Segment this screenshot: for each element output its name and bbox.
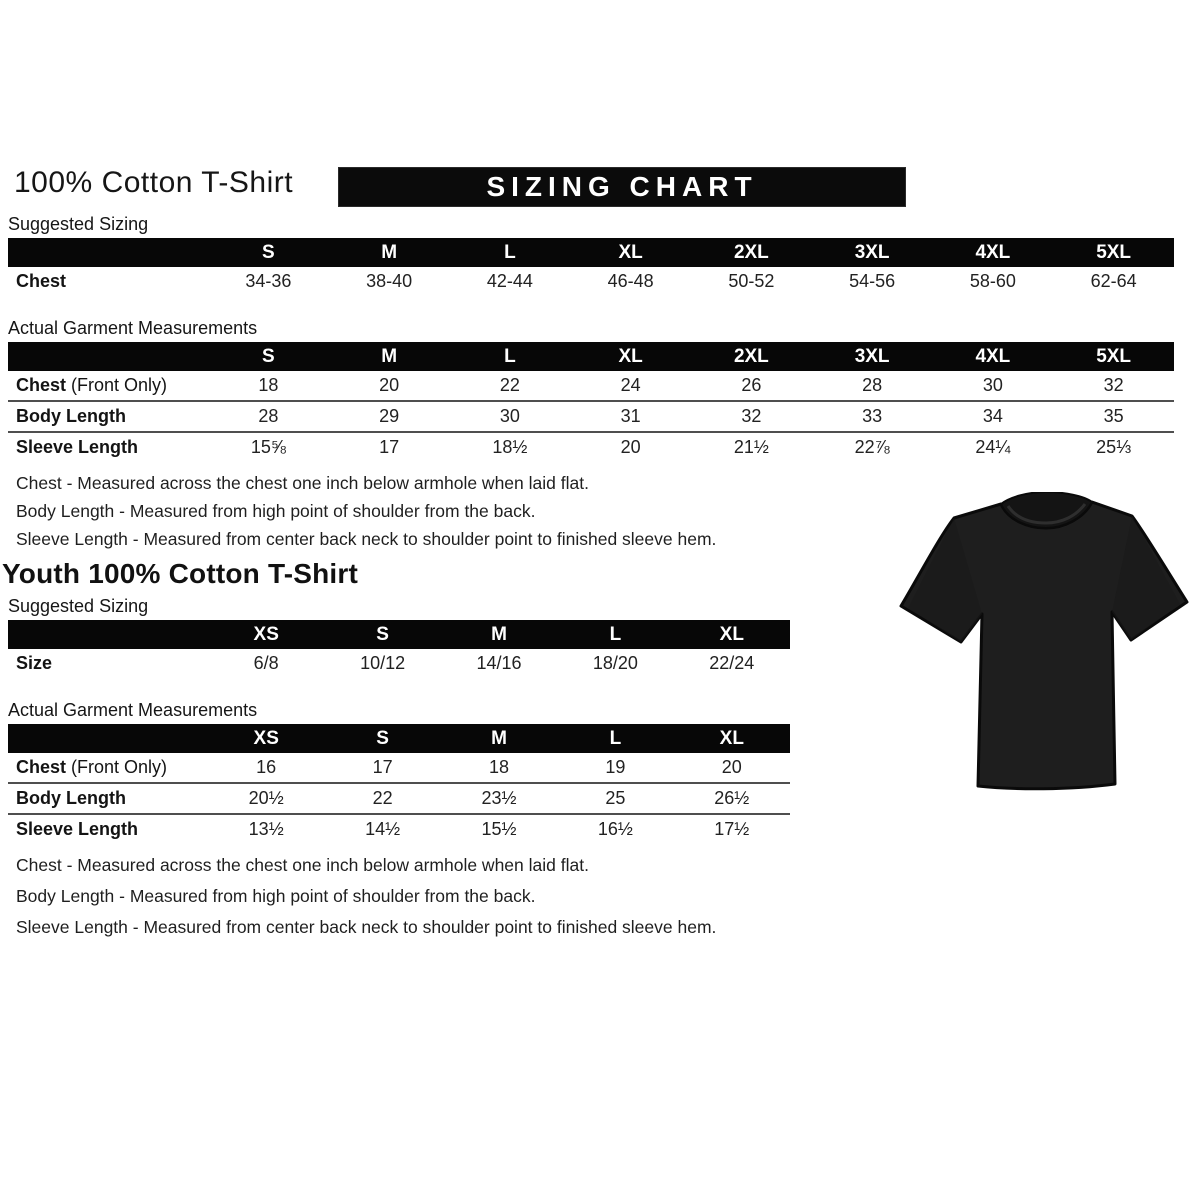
measurement-value: 16 <box>208 753 324 783</box>
note-body-length: Body Length - Measured from high point of shoulder from the back. <box>16 886 536 906</box>
measurement-value: 14/16 <box>441 649 557 678</box>
size-column-header: 3XL <box>812 238 933 267</box>
measurement-row <box>8 432 1174 462</box>
measurement-value: 6/8 <box>208 649 324 678</box>
size-column-header: 5XL <box>1053 238 1174 267</box>
measurement-value: 20½ <box>208 783 324 814</box>
measurement-value: 25⅓ <box>1053 432 1174 462</box>
measurement-value: 32 <box>1053 371 1174 401</box>
adult-actual-measurements-table <box>8 342 1174 462</box>
measurement-value: 15⅝ <box>208 432 329 462</box>
measurement-row <box>8 371 1174 401</box>
measurement-value: 38-40 <box>329 267 450 296</box>
measurement-value: 22/24 <box>674 649 790 678</box>
measurement-value: 20 <box>674 753 790 783</box>
adult-suggested-sizing-label: Suggested Sizing <box>8 214 149 234</box>
measurement-value: 30 <box>933 371 1054 401</box>
measurement-value: 10/12 <box>324 649 440 678</box>
size-header-spacer <box>8 724 208 753</box>
measurement-value: 26½ <box>674 783 790 814</box>
size-column-header: M <box>329 238 450 267</box>
size-column-header: 4XL <box>933 238 1054 267</box>
page-title: 100% Cotton T-Shirt <box>14 166 294 199</box>
size-column-header: XL <box>570 342 691 371</box>
measurement-value: 35 <box>1053 401 1174 432</box>
tshirt-image <box>898 492 1190 802</box>
measurement-value: 22 <box>450 371 571 401</box>
note-sleeve-length: Sleeve Length - Measured from center back neck to shoulder point to finished sleeve hem. <box>16 917 717 937</box>
measurement-value: 23½ <box>441 783 557 814</box>
size-header-spacer <box>8 238 208 267</box>
measurement-value: 50-52 <box>691 267 812 296</box>
measurement-value: 58-60 <box>933 267 1054 296</box>
sizing-chart-banner <box>338 167 906 207</box>
size-column-header: S <box>324 724 440 753</box>
note-chest: Chest - Measured across the chest one inch below armhole when laid flat. <box>16 855 589 875</box>
measurement-value: 28 <box>208 401 329 432</box>
measurement-value: 28 <box>812 371 933 401</box>
measurement-value: 30 <box>450 401 571 432</box>
measurement-row-label: Chest (Front Only) <box>8 371 208 401</box>
measurement-value: 18 <box>208 371 329 401</box>
measurement-value: 20 <box>570 432 691 462</box>
measurement-row-label: Chest (Front Only) <box>8 753 208 783</box>
youth-measurement-notes <box>8 856 1174 937</box>
measurement-value: 20 <box>329 371 450 401</box>
measurement-value: 16½ <box>557 814 673 844</box>
measurement-value: 32 <box>691 401 812 432</box>
youth-section-title: Youth 100% Cotton T-Shirt <box>2 558 359 589</box>
sizing-chart-banner-text: SIZING CHART <box>486 171 758 202</box>
measurement-row <box>8 783 790 814</box>
size-column-header: XL <box>570 238 691 267</box>
size-column-header: 4XL <box>933 342 1054 371</box>
measurement-value: 26 <box>691 371 812 401</box>
note-body-length: Body Length - Measured from high point of shoulder from the back. <box>16 501 536 521</box>
size-column-header: M <box>441 620 557 649</box>
measurement-value: 33 <box>812 401 933 432</box>
measurement-value: 46-48 <box>570 267 691 296</box>
size-column-header: M <box>441 724 557 753</box>
size-column-header: XS <box>208 724 324 753</box>
measurement-value: 34 <box>933 401 1054 432</box>
adult-actual-measurements-label: Actual Garment Measurements <box>8 318 258 338</box>
measurement-value: 18 <box>441 753 557 783</box>
measurement-row <box>8 814 790 844</box>
measurement-value: 24¼ <box>933 432 1054 462</box>
measurement-value: 15½ <box>441 814 557 844</box>
size-header-row <box>8 620 790 649</box>
note-sleeve-length: Sleeve Length - Measured from center back neck to shoulder point to finished sleeve hem. <box>16 529 717 549</box>
measurement-value: 21½ <box>691 432 812 462</box>
measurement-row <box>8 753 790 783</box>
measurement-value: 19 <box>557 753 673 783</box>
size-header-spacer <box>8 620 208 649</box>
size-column-header: XL <box>674 620 790 649</box>
measurement-value: 62-64 <box>1053 267 1174 296</box>
note-chest: Chest - Measured across the chest one inch below armhole when laid flat. <box>16 473 589 493</box>
measurement-value: 34-36 <box>208 267 329 296</box>
measurement-row-label: Size <box>8 649 208 678</box>
size-column-header: S <box>208 238 329 267</box>
measurement-value: 22⅞ <box>812 432 933 462</box>
size-column-header: 5XL <box>1053 342 1174 371</box>
size-column-header: 2XL <box>691 342 812 371</box>
size-header-row <box>8 724 790 753</box>
measurement-row-label: Chest <box>8 267 208 296</box>
measurement-value: 22 <box>324 783 440 814</box>
measurement-row <box>8 649 790 678</box>
measurement-row-label: Sleeve Length <box>8 432 208 462</box>
size-column-header: S <box>324 620 440 649</box>
measurement-value: 42-44 <box>450 267 571 296</box>
page-header <box>8 166 1174 208</box>
measurement-row-label: Sleeve Length <box>8 814 208 844</box>
measurement-row-label: Body Length <box>8 401 208 432</box>
youth-actual-measurements-label: Actual Garment Measurements <box>8 700 258 720</box>
size-header-row <box>8 342 1174 371</box>
youth-actual-measurements-table <box>8 724 790 844</box>
adult-suggested-sizing-table <box>8 238 1174 296</box>
measurement-row-label: Body Length <box>8 783 208 814</box>
size-column-header: 2XL <box>691 238 812 267</box>
size-column-header: XL <box>674 724 790 753</box>
size-column-header: XS <box>208 620 324 649</box>
size-column-header: L <box>557 620 673 649</box>
measurement-row <box>8 401 1174 432</box>
measurement-value: 54-56 <box>812 267 933 296</box>
measurement-value: 18/20 <box>557 649 673 678</box>
size-column-header: S <box>208 342 329 371</box>
size-column-header: L <box>450 342 571 371</box>
measurement-value: 13½ <box>208 814 324 844</box>
youth-suggested-sizing-table <box>8 620 790 678</box>
measurement-value: 17 <box>324 753 440 783</box>
measurement-row <box>8 267 1174 296</box>
size-column-header: 3XL <box>812 342 933 371</box>
measurement-value: 18½ <box>450 432 571 462</box>
size-column-header: M <box>329 342 450 371</box>
measurement-value: 29 <box>329 401 450 432</box>
youth-suggested-sizing-label: Suggested Sizing <box>8 596 149 616</box>
measurement-value: 14½ <box>324 814 440 844</box>
size-header-spacer <box>8 342 208 371</box>
tshirt-graphic <box>898 492 1190 802</box>
measurement-value: 31 <box>570 401 691 432</box>
size-column-header: L <box>557 724 673 753</box>
measurement-value: 25 <box>557 783 673 814</box>
measurement-value: 17 <box>329 432 450 462</box>
size-column-header: L <box>450 238 571 267</box>
size-header-row <box>8 238 1174 267</box>
measurement-value: 24 <box>570 371 691 401</box>
measurement-value: 17½ <box>674 814 790 844</box>
